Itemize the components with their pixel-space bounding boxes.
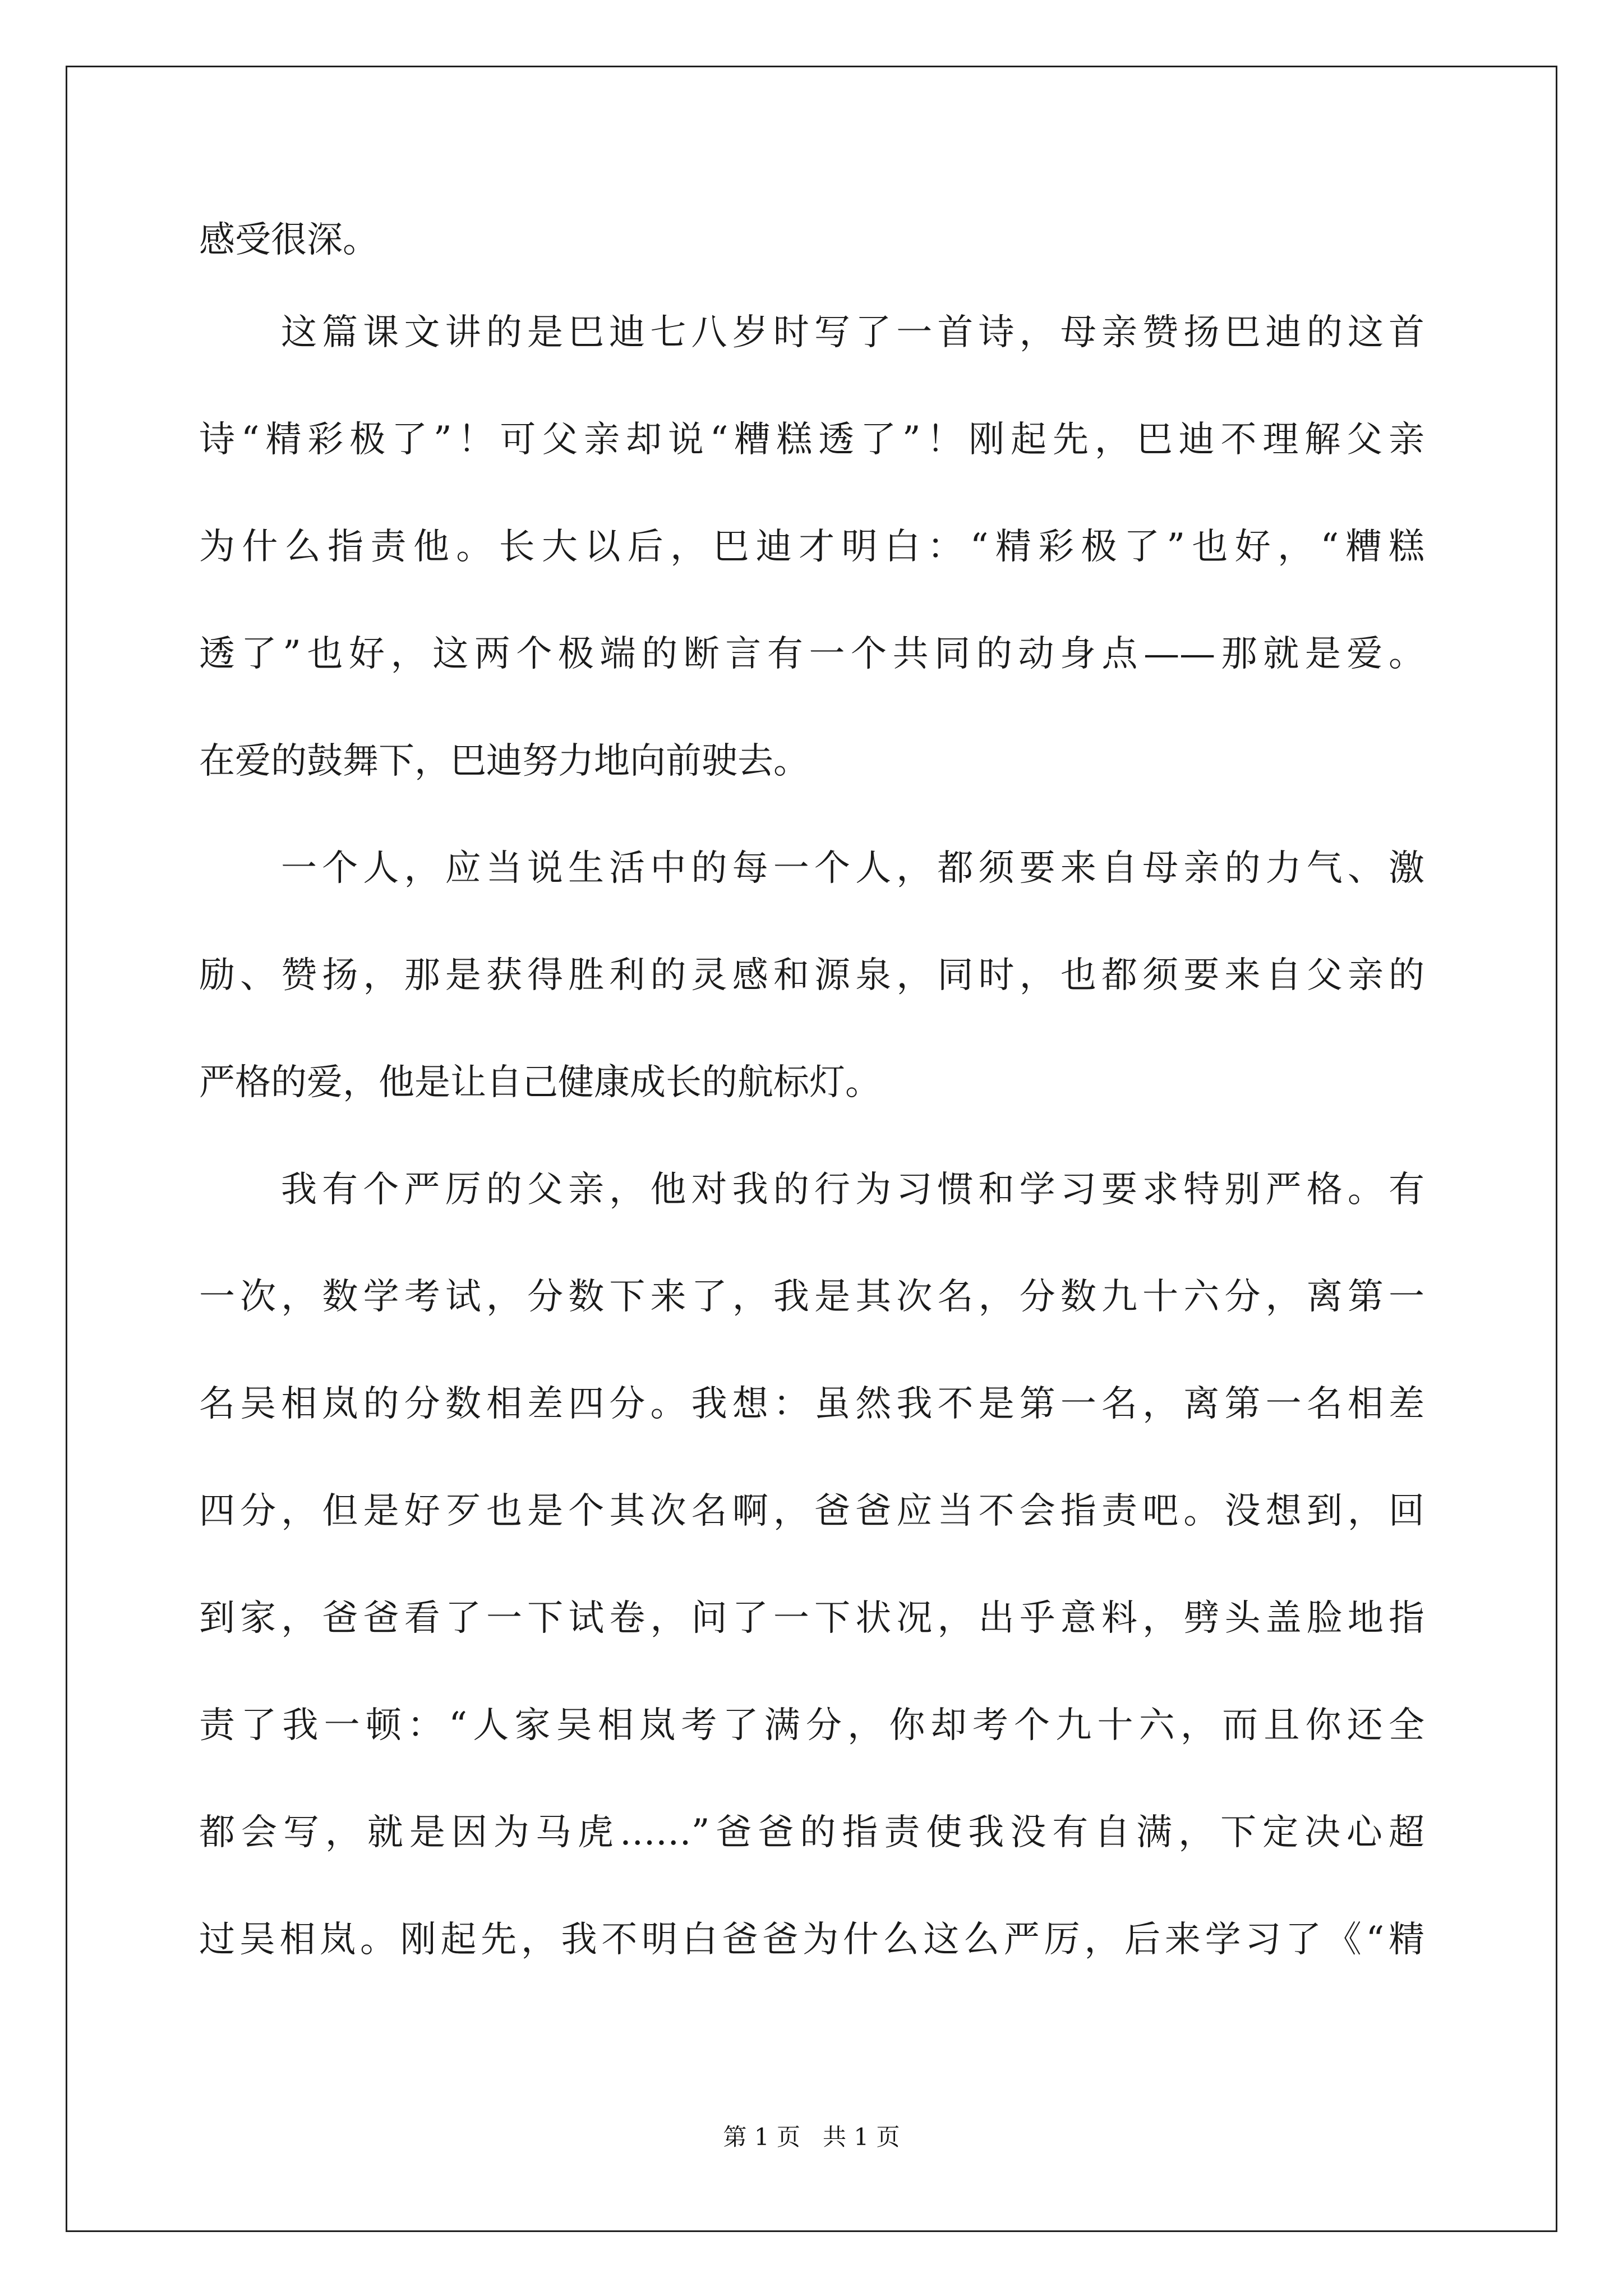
text-line: 透了”也好，这两个极端的断言有一个共同的动身点——那就是爱。 <box>199 633 1424 675</box>
text-line: 励、赞扬，那是获得胜利的灵感和源泉，同时，也都须要来自父亲的 <box>199 955 1424 996</box>
text-line: 责了我一顿：“人家吴相岚考了满分，你却考个九十六，而且你还全 <box>199 1705 1424 1746</box>
page-number: 第 1 页 <box>723 2123 800 2151</box>
text-line: 感受很深。 <box>199 219 379 261</box>
page-footer <box>0 2120 1623 2154</box>
text-line: 我有个严厉的父亲，他对我的行为习惯和学习要求特别严格。有 <box>281 1169 1424 1211</box>
text-line: 到家，爸爸看了一下试卷，问了一下状况，出乎意料，劈头盖脸地指 <box>199 1598 1424 1639</box>
text-line: 名吴相岚的分数相差四分。我想：虽然我不是第一名，离第一名相差 <box>199 1383 1424 1425</box>
text-line: 都会写，就是因为马虎……”爸爸的指责使我没有自满，下定决心超 <box>199 1812 1424 1853</box>
page-total: 共 1 页 <box>823 2123 900 2151</box>
text-line: 一次，数学考试，分数下来了，我是其次名，分数九十六分，离第一 <box>199 1276 1424 1318</box>
text-line: 诗“精彩极了”！可父亲却说“糟糕透了”！刚起先，巴迪不理解父亲 <box>199 419 1424 461</box>
text-line: 为什么指责他。长大以后，巴迪才明白：“精彩极了”也好，“糟糕 <box>199 526 1424 568</box>
document-body <box>199 201 1424 1994</box>
text-line: 这篇课文讲的是巴迪七八岁时写了一首诗，母亲赞扬巴迪的这首 <box>281 312 1424 353</box>
text-line: 过吴相岚。刚起先，我不明白爸爸为什么这么严厉，后来学习了《“精 <box>199 1919 1424 1961</box>
text-line: 在爱的鼓舞下，巴迪努力地向前驶去。 <box>199 740 809 782</box>
text-line: 四分，但是好歹也是个其次名啊，爸爸应当不会指责吧。没想到，回 <box>199 1490 1424 1532</box>
text-line: 一个人，应当说生活中的每一个人，都须要来自母亲的力气、激 <box>281 848 1424 889</box>
text-line: 严格的爱，他是让自己健康成长的航标灯。 <box>199 1062 881 1103</box>
